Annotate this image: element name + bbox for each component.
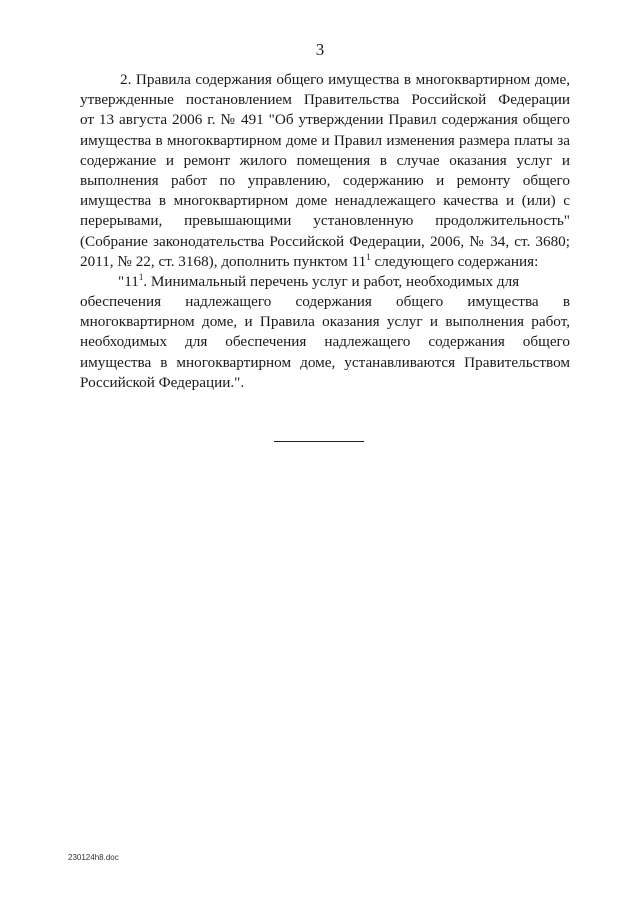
end-separator-line <box>274 441 364 442</box>
paragraph-1-line: утвержденные постановлением Правительства Российской Федерации <box>80 91 570 109</box>
page-number: 3 <box>315 40 325 59</box>
document-body <box>80 70 570 393</box>
paragraph-2-line: обеспечения надлежащего содержания общего имущества в <box>80 293 570 311</box>
paragraph-2-line: необходимых для обеспечения надлежащего содержания общего <box>80 333 570 351</box>
paragraph-2-line: имущества в многоквартирном доме, устанавливаются Правительством <box>80 353 570 371</box>
superscript-one: 1 <box>138 271 144 282</box>
paragraph-2-first-line <box>80 272 570 292</box>
paragraph-1-line: (Собрание законодательства Российской Федерации, 2006, № 34, ст. 3680; <box>80 232 570 250</box>
paragraph-1-last-line-start: 2011, № 22, ст. 3168), дополнить пунктом 11 <box>80 252 367 270</box>
paragraph-2-last-line: Российской Федерации.". <box>80 373 245 391</box>
paragraph-2-item-number: "11 <box>118 272 139 290</box>
paragraph-1-line: перерывами, превышающими установленную продолжительность" <box>80 212 570 230</box>
paragraph-1-line: выполнения работ по управлению, содержанию и ремонту общего <box>80 171 570 189</box>
superscript-one: 1 <box>366 251 371 262</box>
paragraph-1-line: имущества в многоквартирном доме ненадлежащего качества и (или) с <box>80 192 570 210</box>
paragraph-1-last-line <box>80 252 570 272</box>
paragraph-1-line: 2. Правила содержания общего имущества в многоквартирном доме, <box>120 71 570 88</box>
paragraph-1-line: имущества в многоквартирном доме и Правил изменения размера платы за <box>80 131 570 149</box>
paragraph-2-first-line-text: . Минимальный перечень услуг и работ, необходимых для <box>143 272 520 290</box>
paragraph-1-line: содержание и ремонт жилого помещения в случае оказания услуг и <box>80 151 570 169</box>
paragraph-1-last-line-end: следующего содержания: <box>370 252 539 270</box>
paragraph-1-line: от 13 августа 2006 г. № 491 "Об утверждении Правил содержания общего <box>80 111 570 129</box>
document-file-code: 230124h8.doc <box>68 853 119 862</box>
paragraph-2-line: многоквартирном доме, и Правила оказания услуг и выполнения работ, <box>80 313 570 331</box>
